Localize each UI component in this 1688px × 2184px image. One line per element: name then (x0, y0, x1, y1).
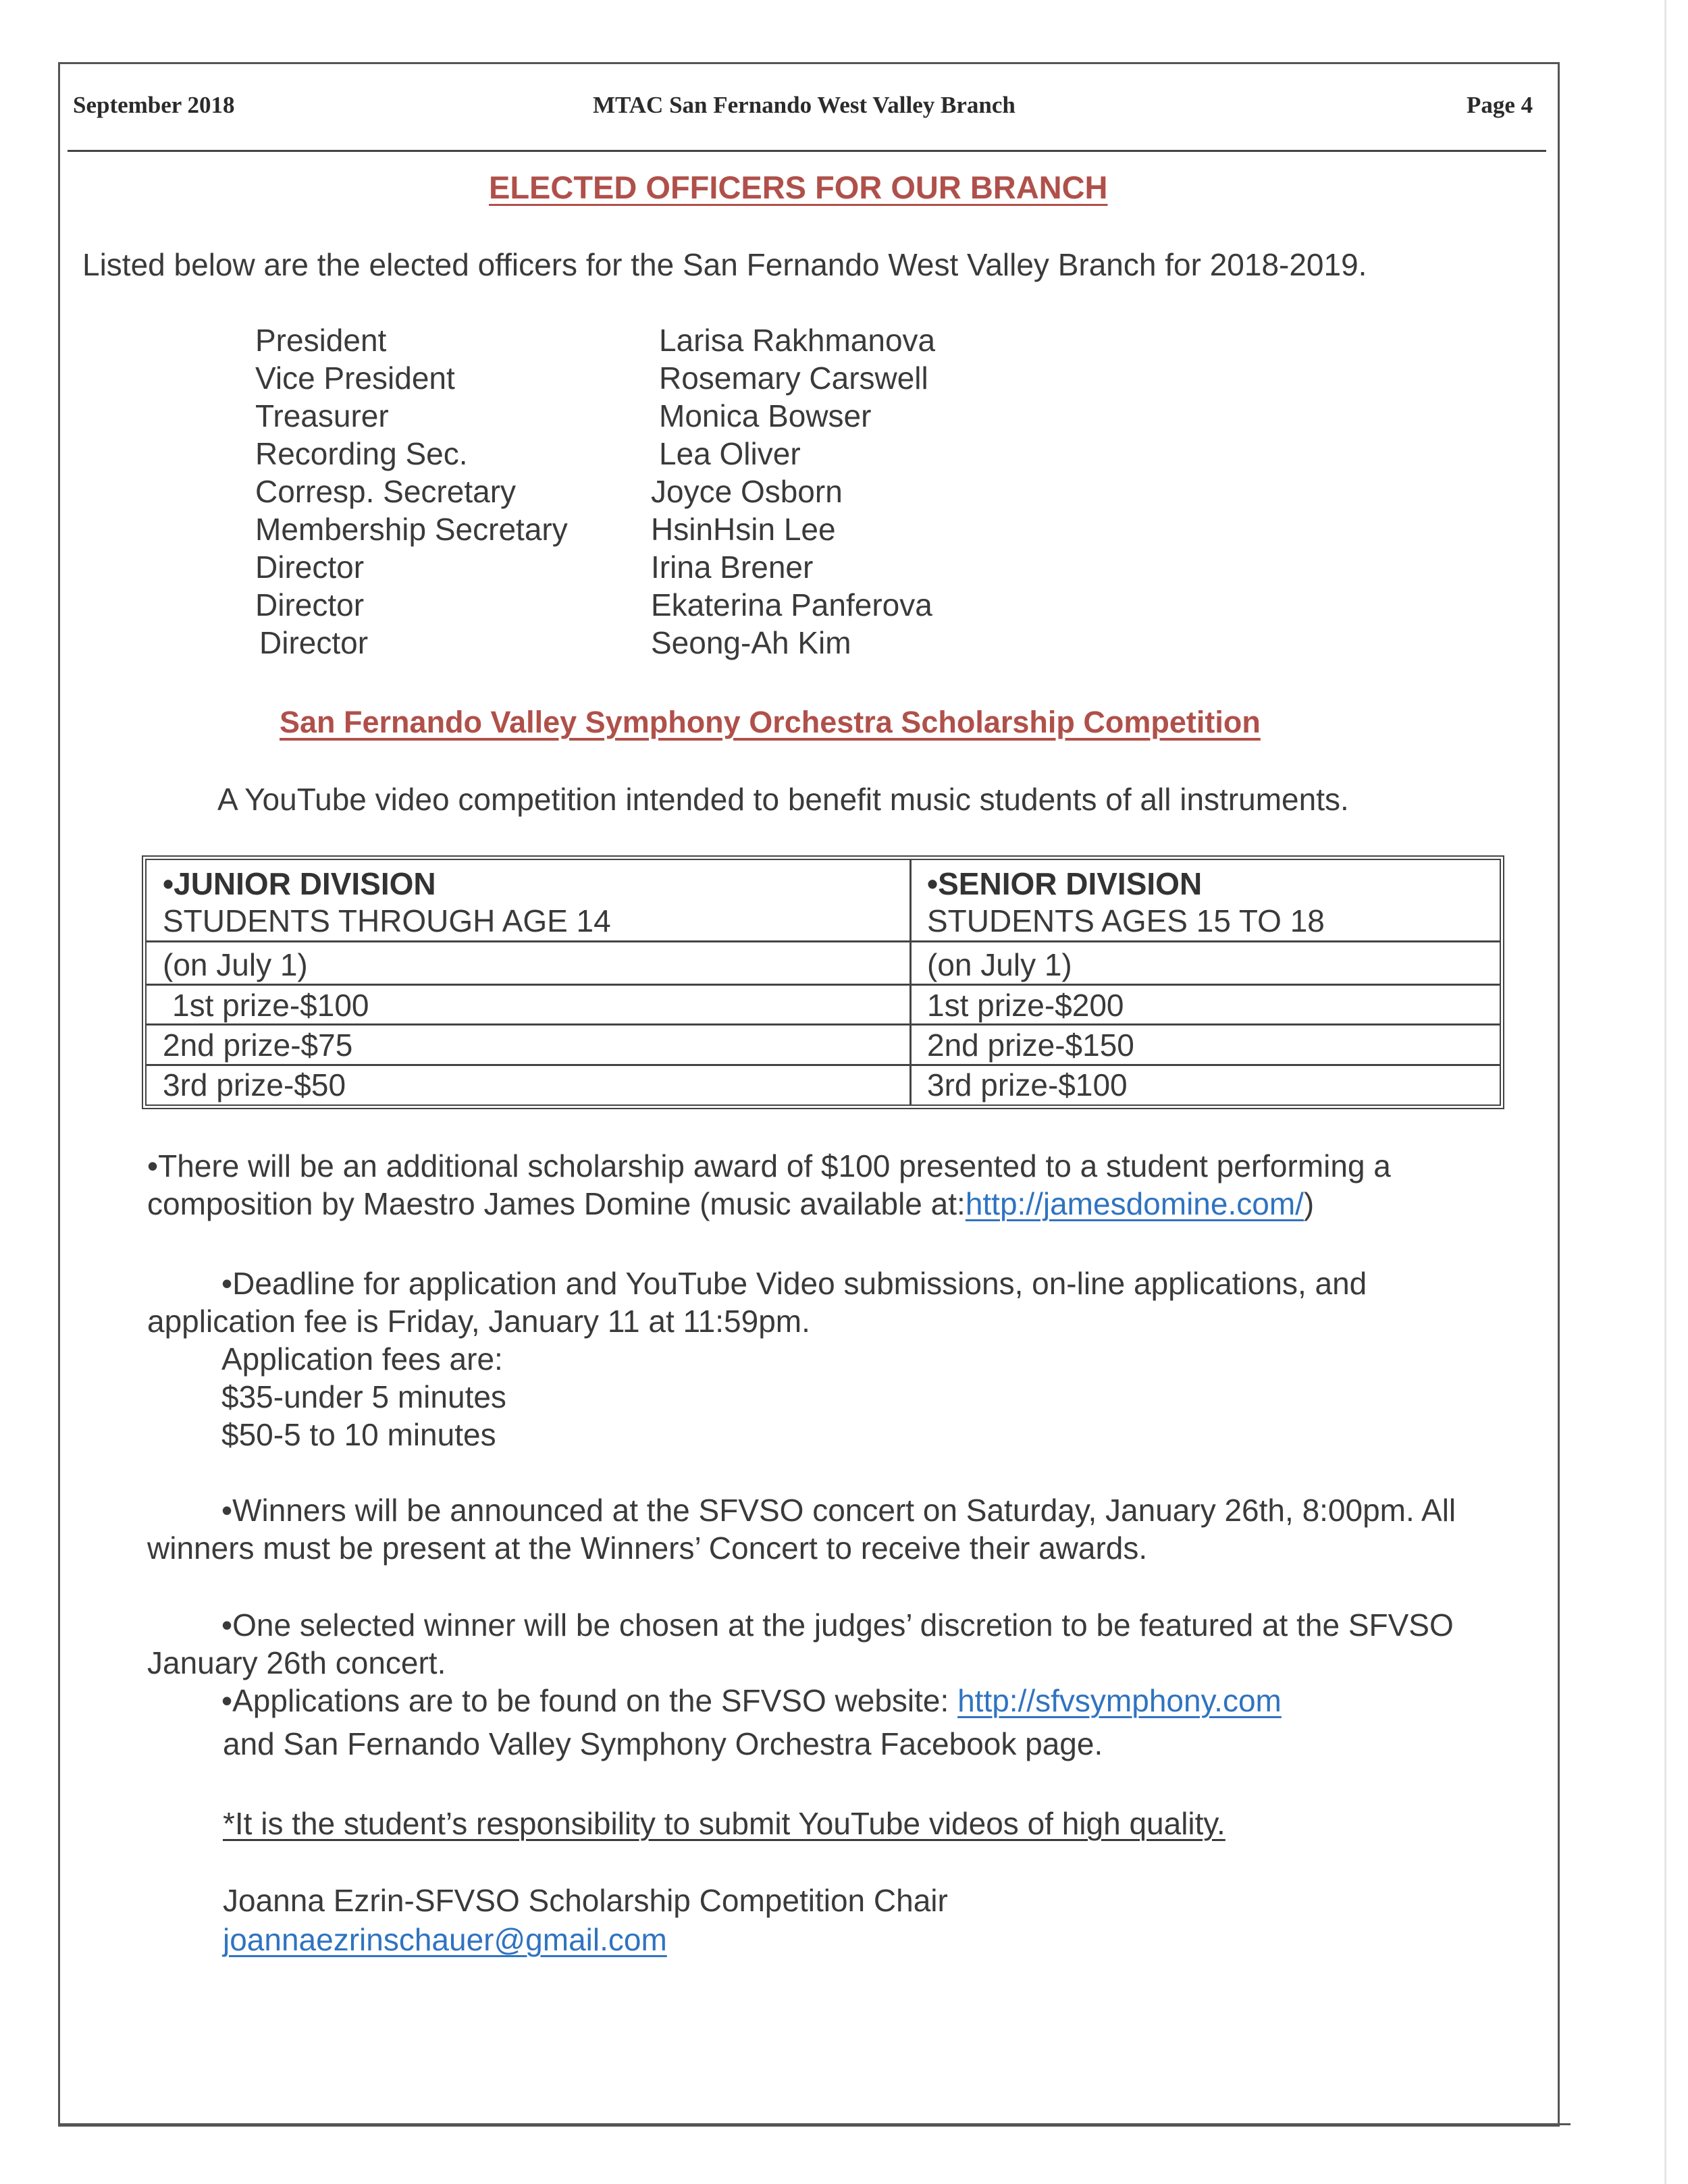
prize-table (142, 855, 1504, 1109)
bottom-border (58, 2123, 1571, 2125)
officer-name: Lea Oliver (659, 436, 801, 471)
junior-cell: (on July 1) (163, 947, 308, 982)
officer-name: Ekaterina Panferova (651, 587, 932, 622)
senior-cell: 3rd prize-$100 (927, 1067, 1128, 1102)
fee-2: $50-5 to 10 minutes (221, 1417, 496, 1452)
officer-role: Director (255, 587, 365, 622)
jamesdomine-link[interactable]: http://jamesdomine.com/ (965, 1186, 1304, 1221)
officer-name: Monica Bowser (659, 398, 872, 433)
winners-line-2: winners must be present at the Winners’ Concert to receive their awards. (147, 1530, 1148, 1566)
applications-text: •Applications are to be found on the SFVSO website: (221, 1683, 958, 1718)
scan-edge (1664, 0, 1666, 2184)
officer-role: Treasurer (255, 398, 389, 433)
table-rule (147, 940, 1500, 942)
junior-subheading: STUDENTS THROUGH AGE 14 (163, 903, 611, 938)
featured-line-1: •One selected winner will be chosen at the judges’ discretion to be featured at the SFVSO (221, 1607, 1454, 1643)
table-rule (147, 984, 1500, 986)
officer-role: Recording Sec. (255, 436, 468, 471)
senior-cell: 1st prize-$200 (927, 988, 1124, 1023)
sfvsymphony-link[interactable]: http://sfvsymphony.com (957, 1683, 1282, 1718)
competition-subtitle: A YouTube video competition intended to benefit music students of all instruments. (217, 782, 1349, 817)
featured-line-2: January 26th concert. (147, 1645, 446, 1680)
officer-role: Director (259, 625, 369, 660)
table-rule (147, 1064, 1500, 1066)
officer-role: President (255, 323, 387, 358)
contact-email-link[interactable]: joannaezrinschauer@gmail.com (223, 1922, 667, 1957)
junior-heading: •JUNIOR DIVISION (163, 866, 436, 901)
award-line-1: •There will be an additional scholarship award of $100 presented to a student performing a (147, 1148, 1391, 1183)
officer-role: Vice President (255, 361, 455, 396)
officer-name: Irina Brener (651, 550, 814, 585)
header-rule (68, 150, 1546, 152)
contact-name: Joanna Ezrin-SFVSO Scholarship Competition Chair (223, 1883, 948, 1918)
applications-line-1 (221, 1682, 1282, 1719)
winners-line-1: •Winners will be announced at the SFVSO concert on Saturday, January 26th, 8:00pm. All (221, 1493, 1456, 1528)
fees-label: Application fees are: (221, 1341, 503, 1377)
deadline-line-1: •Deadline for application and YouTube Video submissions, on-line applications, and (221, 1266, 1367, 1301)
officer-name: Larisa Rakhmanova (659, 323, 936, 358)
officers-intro: Listed below are the elected officers for the San Fernando West Valley Branch for 2018-2019. (82, 247, 1367, 282)
senior-heading: •SENIOR DIVISION (927, 866, 1203, 901)
senior-cell: 2nd prize-$150 (927, 1028, 1134, 1063)
officer-role: Corresp. Secretary (255, 474, 517, 509)
applications-line-2: and San Fernando Valley Symphony Orchestra Facebook page. (223, 1726, 1103, 1761)
header-date: September 2018 (73, 92, 235, 118)
award-line-2 (147, 1186, 1314, 1222)
officer-role: Membership Secretary (255, 512, 568, 547)
officer-name: HsinHsin Lee (651, 512, 836, 547)
table-rule (147, 1023, 1500, 1026)
senior-subheading: STUDENTS AGES 15 TO 18 (927, 903, 1325, 938)
officer-name: Joyce Osborn (651, 474, 843, 509)
table-divider (909, 860, 912, 1104)
junior-cell: 1st prize-$100 (172, 988, 369, 1023)
senior-cell: (on July 1) (927, 947, 1072, 982)
header-page: Page 4 (1467, 92, 1533, 118)
officer-name: Seong-Ah Kim (651, 625, 851, 660)
competition-title: San Fernando Valley Symphony Orchestra Scholarship Competition (280, 705, 1261, 739)
junior-cell: 3rd prize-$50 (163, 1067, 346, 1102)
deadline-line-2: application fee is Friday, January 11 at 11:59pm. (147, 1304, 810, 1339)
junior-cell: 2nd prize-$75 (163, 1028, 353, 1063)
award-text: composition by Maestro James Domine (music available at: (147, 1186, 966, 1221)
quality-note: *It is the student’s responsibility to submit YouTube videos of high quality. (223, 1806, 1225, 1841)
award-text-end: ) (1303, 1186, 1315, 1221)
officer-role: Director (255, 550, 365, 585)
officer-name: Rosemary Carswell (659, 361, 928, 396)
header-branch: MTAC San Fernando West Valley Branch (593, 92, 1016, 118)
officers-title: ELECTED OFFICERS FOR OUR BRANCH (489, 169, 1108, 205)
fee-1: $35-under 5 minutes (221, 1379, 506, 1414)
